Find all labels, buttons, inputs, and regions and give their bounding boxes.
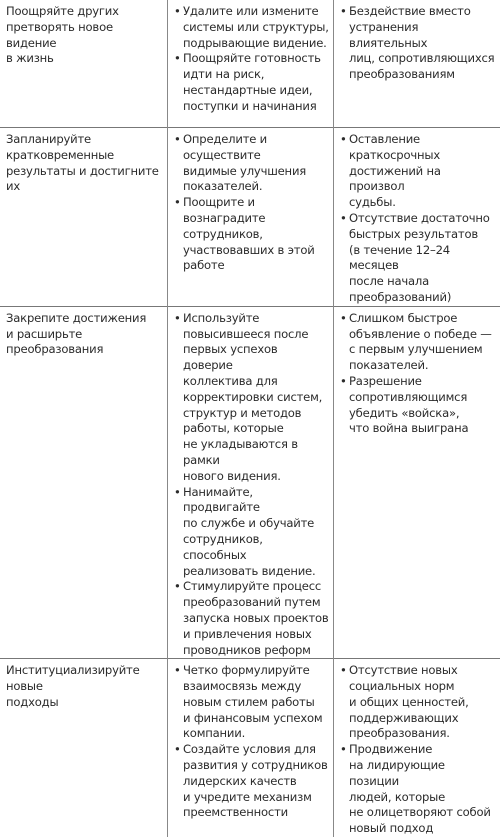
bullet-icon: • <box>340 132 347 148</box>
errors-list <box>340 663 496 837</box>
table-row <box>0 306 500 659</box>
bullet-icon: • <box>174 51 181 67</box>
steps-list <box>174 663 329 821</box>
bullet-icon: • <box>174 4 181 20</box>
steps-cell <box>168 306 334 659</box>
bullet-icon: • <box>340 663 347 679</box>
list-item: • Стимулируйте процесс преобразований путем запуска новых проектов и привлечения новых проводников реформ <box>174 579 329 658</box>
bullet-icon: • <box>340 311 347 327</box>
bullet-icon: • <box>174 663 181 679</box>
list-item: • Создайте условия для развития у сотрудников лидерских качеств и учредите механизм преемственности <box>174 742 329 821</box>
bullet-icon: • <box>174 132 181 148</box>
list-item: • Продвижение на лидирующие позиции людей, которые не олицетворяют собой новый подход <box>340 742 496 837</box>
table-row <box>0 128 500 307</box>
list-item: • Четко формулируйте взаимосвязь между новым стилем работы и финансовым успехом компании. <box>174 663 329 742</box>
bullet-icon: • <box>174 742 181 758</box>
bullet-icon: • <box>174 195 181 211</box>
action-cell: Закрепите достижения и расширьте преобразования <box>0 306 168 659</box>
list-item: • Отсутствие новых социальных норм и общих ценностей, поддерживающих преобразования. <box>340 663 496 742</box>
list-item: • Бездействие вместо устранения влиятельных лиц, сопротивляющихся преобразованиям <box>340 4 496 83</box>
errors-cell <box>334 659 500 837</box>
bullet-icon: • <box>340 4 347 20</box>
steps-cell <box>168 128 334 307</box>
errors-list <box>340 4 496 83</box>
action-cell: Поощряйте других претворять новое видение в жизнь <box>0 0 168 128</box>
list-item: • Оставление краткосрочных достижений на произвол судьбы. <box>340 132 496 211</box>
errors-cell <box>334 128 500 307</box>
steps-cell <box>168 0 334 128</box>
steps-list <box>174 311 329 659</box>
bullet-icon: • <box>340 211 347 227</box>
action-cell: Институциализируйте новые подходы <box>0 659 168 837</box>
list-item: • Отсутствие достаточно быстрых результатов (в течение 12–24 месяцев после начала преобразований) <box>340 211 496 306</box>
errors-cell <box>334 306 500 659</box>
list-item: • Используйте повысившееся после первых успехов доверие коллектива для корректировки систем, структур и методов работы, которые не укладываются в рамки нового видения. <box>174 311 329 485</box>
list-item: • Нанимайте, продвигайте по службе и обучайте сотрудников, способных реализовать видение. <box>174 485 329 580</box>
steps-list <box>174 4 329 115</box>
errors-list <box>340 132 496 306</box>
list-item: • Удалите или измените системы или структуры, подрывающие видение. <box>174 4 329 51</box>
list-item: • Поощрите и вознаградите сотрудников, участвовавших в этой работе <box>174 195 329 274</box>
steps-list <box>174 132 329 274</box>
steps-cell <box>168 659 334 837</box>
bullet-icon: • <box>174 311 181 327</box>
list-item: • Разрешение сопротивляющимся убедить «войска», что война выиграна <box>340 374 496 437</box>
table-row <box>0 659 500 837</box>
list-item: • Слишком быстрое объявление о победе — с первым улучшением показателей. <box>340 311 496 374</box>
errors-cell <box>334 0 500 128</box>
bullet-icon: • <box>340 742 347 758</box>
bullet-icon: • <box>174 579 181 595</box>
errors-list <box>340 311 496 437</box>
bullet-icon: • <box>340 374 347 390</box>
list-item: • Поощряйте готовность идти на риск, нестандартные идеи, поступки и начинания <box>174 51 329 114</box>
table-row <box>0 0 500 128</box>
list-item: • Определите и осуществите видимые улучшения показателей. <box>174 132 329 195</box>
action-cell: Запланируйте кратковременные результаты и достигните их <box>0 128 168 307</box>
bullet-icon: • <box>174 485 181 501</box>
